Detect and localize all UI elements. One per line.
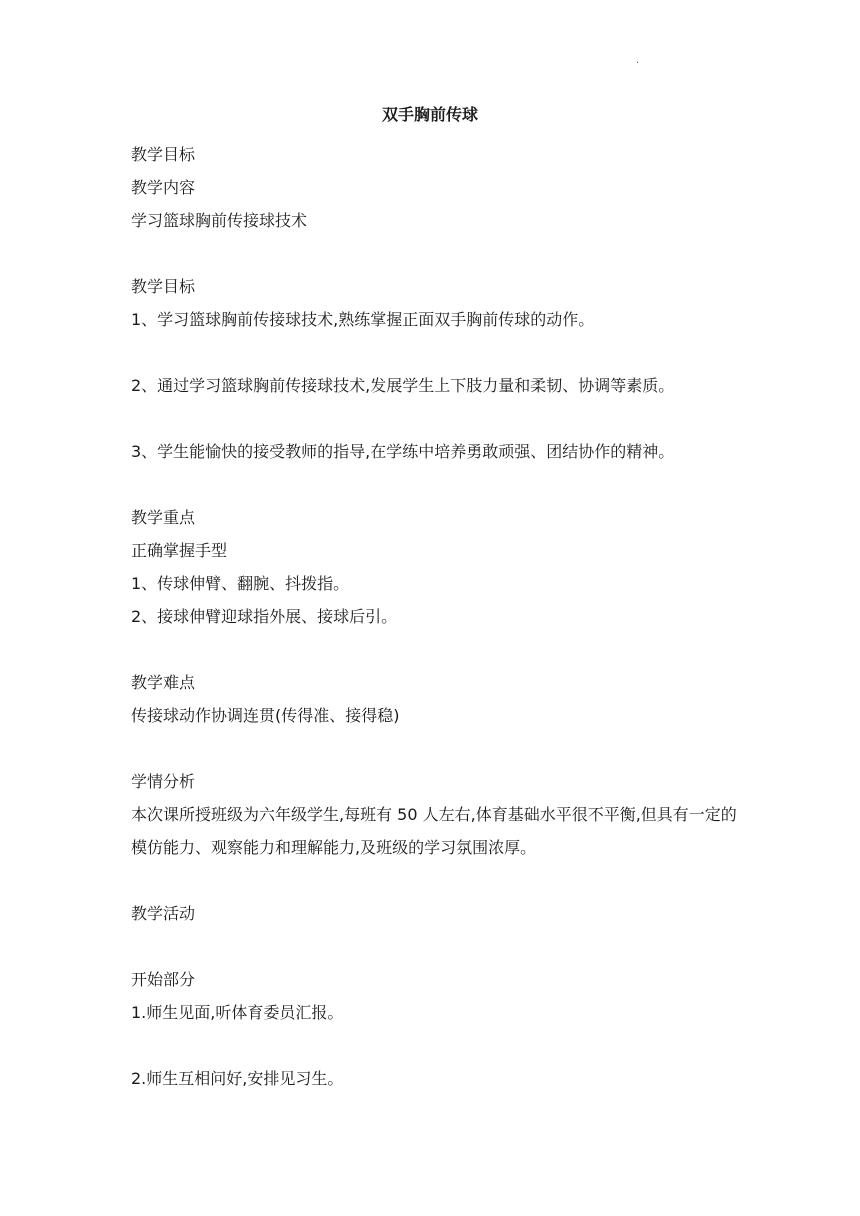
key-point-item-2: 2、接球伸臂迎球指外展、接球后引。 (131, 607, 398, 626)
activity-item-2: 2.师生互相问好,安排见习生。 (131, 1069, 344, 1088)
blank-line (131, 864, 741, 897)
objective-item-2: 2、通过学习篮球胸前传接球技术,发展学生上下肢力量和柔韧、协调等素质。 (131, 376, 675, 395)
blank-line (131, 930, 741, 963)
document-body (131, 138, 741, 1095)
heading-student-analysis: 学情分析 (131, 772, 196, 791)
document-title: 双手胸前传球 (381, 105, 478, 124)
heading-teaching-objectives: 教学目标 (131, 277, 196, 296)
content-text: 学习篮球胸前传接球技术 (131, 211, 308, 230)
blank-line (131, 468, 741, 501)
heading-opening-section: 开始部分 (131, 970, 196, 989)
blank-line (131, 633, 741, 666)
difficulty-text: 传接球动作协调连贯(传得准、接得稳) (131, 706, 400, 725)
blank-line (131, 336, 741, 369)
blank-line (131, 1029, 741, 1062)
heading-teaching-content: 教学内容 (131, 178, 196, 197)
blank-line (131, 237, 741, 270)
heading-key-points: 教学重点 (131, 508, 196, 527)
objective-item-3: 3、学生能愉快的接受教师的指导,在学练中培养勇敢顽强、团结协作的精神。 (131, 442, 675, 461)
key-point-text: 正确掌握手型 (131, 541, 228, 560)
student-analysis-text: 本次课所授班级为六年级学生,每班有 50 人左右,体育基础水平很不平衡,但具有一定的模仿能力、观察能力和理解能力,及班级的学习氛围浓厚。 (131, 805, 737, 857)
blank-line (131, 732, 741, 765)
heading-teaching-activities: 教学活动 (131, 904, 196, 923)
heading-teaching-goal: 教学目标 (131, 145, 196, 164)
blank-line (131, 402, 741, 435)
heading-difficulties: 教学难点 (131, 673, 196, 692)
activity-item-1: 1.师生见面,听体育委员汇报。 (131, 1003, 344, 1022)
corner-mark: . (636, 55, 640, 66)
objective-item-1: 1、学习篮球胸前传接球技术,熟练掌握正面双手胸前传球的动作。 (131, 310, 595, 329)
key-point-item-1: 1、传球伸臂、翻腕、抖拨指。 (131, 574, 350, 593)
